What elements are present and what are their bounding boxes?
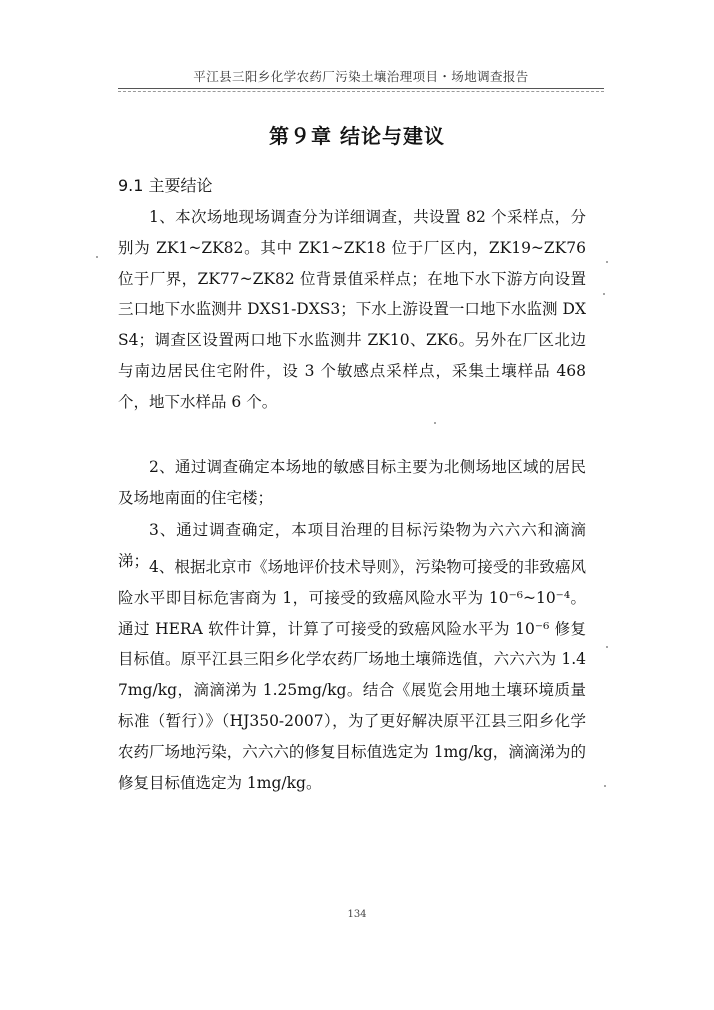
scan-speck (606, 261, 608, 263)
header-rule-secondary (118, 91, 604, 92)
running-header: 平江县三阳乡化学农药厂污染土壤治理项目・场地调查报告 (193, 69, 529, 84)
scan-speck (604, 785, 606, 787)
scan-speck (606, 646, 608, 648)
paragraph-2: 2、通过调查确定本场地的敏感目标主要为北侧场地区域的居民及场地南面的住宅楼； (118, 458, 586, 507)
section-heading: 9.1 主要结论 (118, 176, 213, 195)
scan-speck (96, 256, 98, 258)
scan-speck (434, 422, 436, 424)
scan-speck (603, 293, 605, 295)
paragraph-4: 4、根据北京市《场地评价技术导则》，污染物可接受的非致癌风险水平即目标危害商为 1，可接受的致癌风险水平为 10⁻⁶~10⁻⁴。通过 HERA 软件计算，计算了可接受的致癌风险水平为 10⁻⁶ 修复目标值。原平江县三阳乡化学农药厂场地土壤筛选值，六六六为 1.47mg/kg，滴滴涕为 1.25mg/kg。结合《展览会用地土壤环境质量标准（暂行）》（HJ350-2007），为了更好解决原平江县三阳乡化学农药厂场地污染，六六六的修复目标值选定为 1mg/kg，滴滴涕为的修复目标值选定为 1mg/kg。 (118, 558, 586, 792)
paragraph-1: 1、本次场地现场调查分为详细调查，共设置 82 个采样点，分别为 ZK1~ZK82。其中 ZK1~ZK18 位于厂区内，ZK19~ZK76 位于厂界，ZK77~ZK82 位背景值采样点；在地下水下游方向设置三口地下水监测井 DXS1-DXS3；下水上游设置一口地下水监测 DXS4；调查区设置两口地下水监测井 ZK10、ZK6。另外在厂区北边与南边居民住宅附件，设 3 个敏感点采样点，采集土壤样品 468 个，地下水样品 6 个。 (118, 208, 586, 411)
chapter-title: 第９章 结论与建议 (269, 124, 445, 148)
paragraph-3: 3、通过调查确定，本项目治理的目标污染物为六六六和滴滴涕； (118, 521, 586, 570)
header-rule (118, 88, 604, 89)
page-number: 134 (347, 909, 367, 920)
